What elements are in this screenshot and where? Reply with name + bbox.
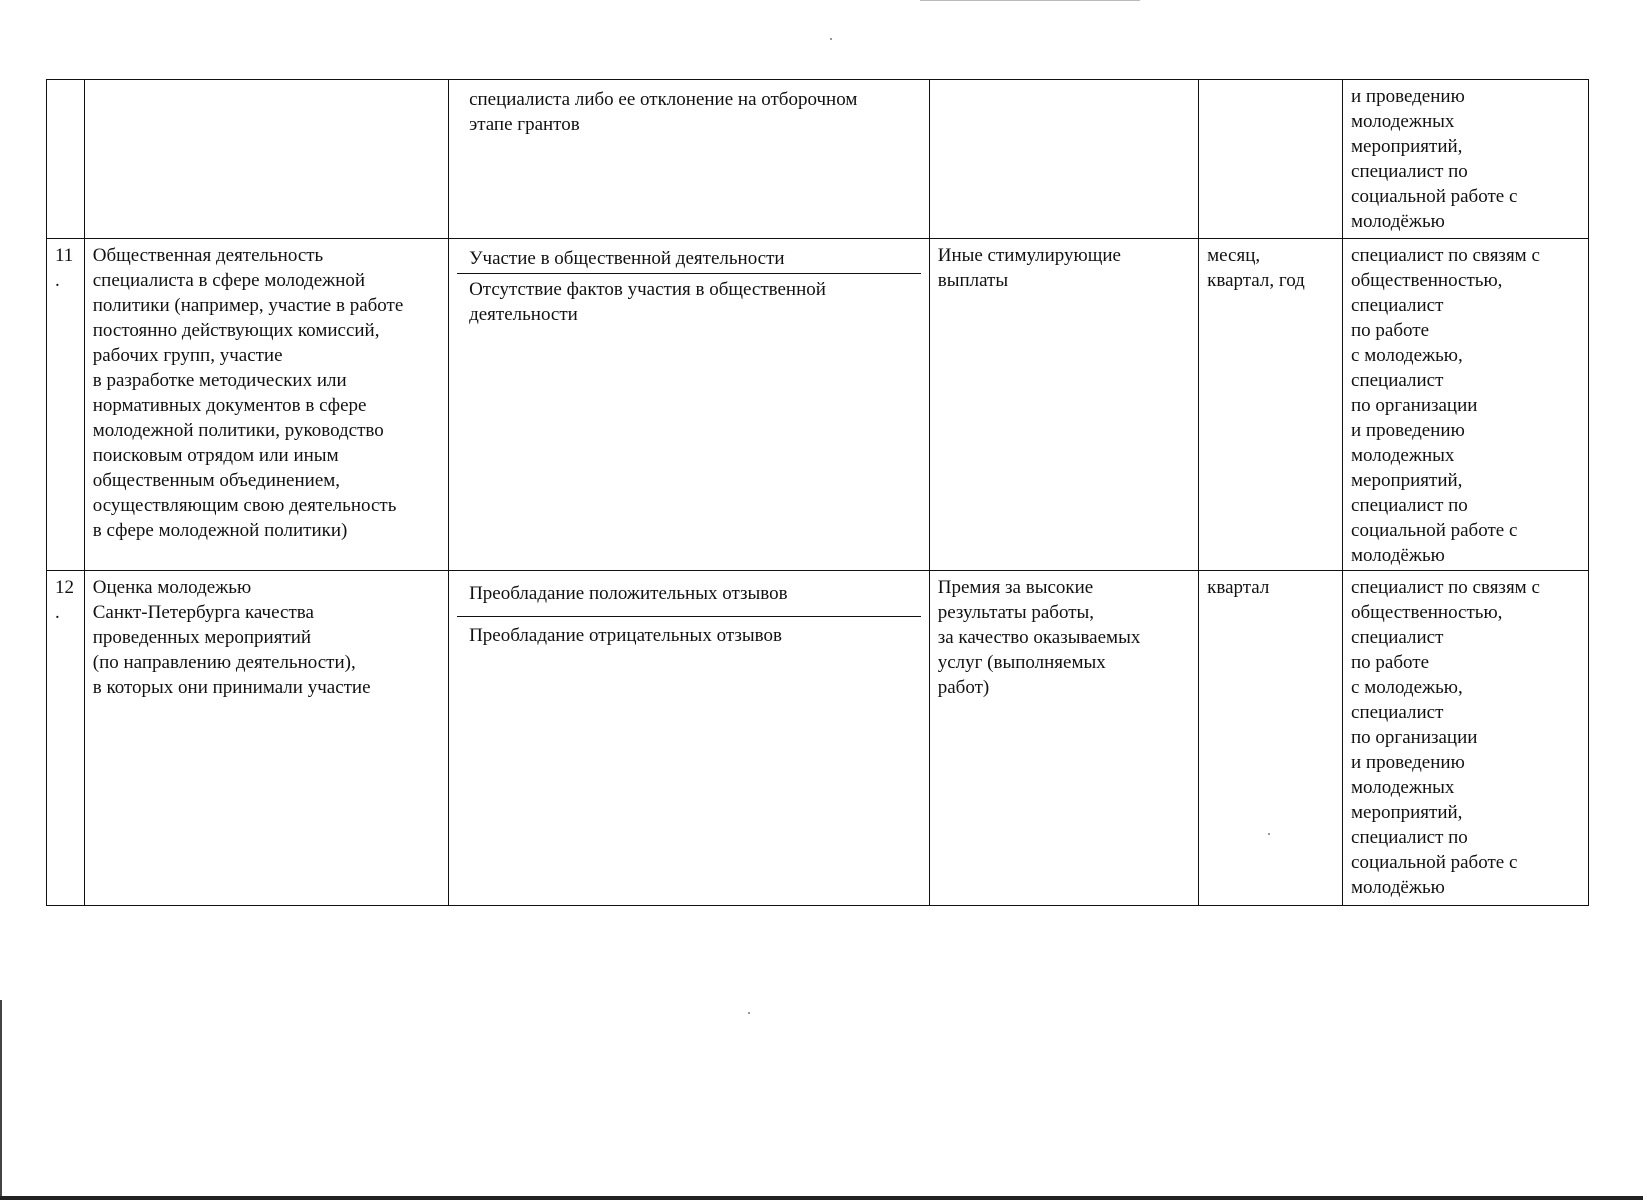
payment-type-cell: Премия за высокие результаты работы, за качество оказываемых услуг (выполняемых работ) — [929, 571, 1198, 906]
criterion-line: Преобладание отрицательных отзывов — [457, 616, 921, 650]
responsible-cell: специалист по связям с общественностью, специалист по работе с молодежью, специалист по организации и проведению молодежных мероприятий, специалист по социальной работе с молодёжью — [1343, 571, 1589, 906]
criteria-cell — [449, 571, 930, 906]
criterion-line: специалиста либо ее отклонение на отборочном этапе грантов — [469, 89, 858, 135]
payment-type-cell: Иные стимулирующие выплаты — [929, 239, 1198, 571]
scan-speck — [748, 1012, 750, 1014]
row-number-cell: 12. — [47, 571, 85, 906]
responsible-cell: и проведению молодежных мероприятий, специалист по социальной работе с молодёжью — [1343, 80, 1589, 239]
indicator-description-cell: Оценка молодежью Санкт-Петербурга качества проведенных мероприятий (по направлению деятельности), в которых они принимали участие — [84, 571, 448, 906]
criterion-line: Участие в общественной деятельности — [469, 248, 785, 269]
scan-speck — [830, 38, 832, 40]
period-cell: месяц, квартал, год — [1199, 239, 1343, 571]
scan-edge-left — [0, 1000, 2, 1200]
responsible-cell: специалист по связям с общественностью, специалист по работе с молодежью, специалист по организации и проведению молодежных мероприятий, специалист по социальной работе с молодёжью — [1343, 239, 1589, 571]
table-row — [47, 80, 1589, 239]
indicator-description-cell — [84, 80, 448, 239]
scan-edge-bottom — [0, 1196, 1643, 1200]
period-cell: квартал — [1199, 571, 1343, 906]
row-number-cell: 11. — [47, 239, 85, 571]
table-row — [47, 571, 1589, 906]
criteria-table — [46, 79, 1589, 906]
criteria-cell — [449, 80, 930, 239]
payment-type-cell — [929, 80, 1198, 239]
period-cell — [1199, 80, 1343, 239]
indicator-description-cell: Общественная деятельность специалиста в сфере молодежной политики (например, участие в работе постоянно действующих комиссий, рабочих групп, участие в разработке методических или нормативных документов в сфере молодежной политики, руководство поисковым отрядом или иным общественным объединением, осуществляющим свою деятельность в сфере молодежной политики) — [84, 239, 448, 571]
criterion-line: Отсутствие фактов участия в общественной деятельности — [457, 273, 921, 329]
scan-edge-top — [920, 0, 1140, 1]
table-row — [47, 239, 1589, 571]
criterion-line: Преобладание положительных отзывов — [469, 583, 788, 604]
criteria-cell — [449, 239, 930, 571]
row-number-cell — [47, 80, 85, 239]
